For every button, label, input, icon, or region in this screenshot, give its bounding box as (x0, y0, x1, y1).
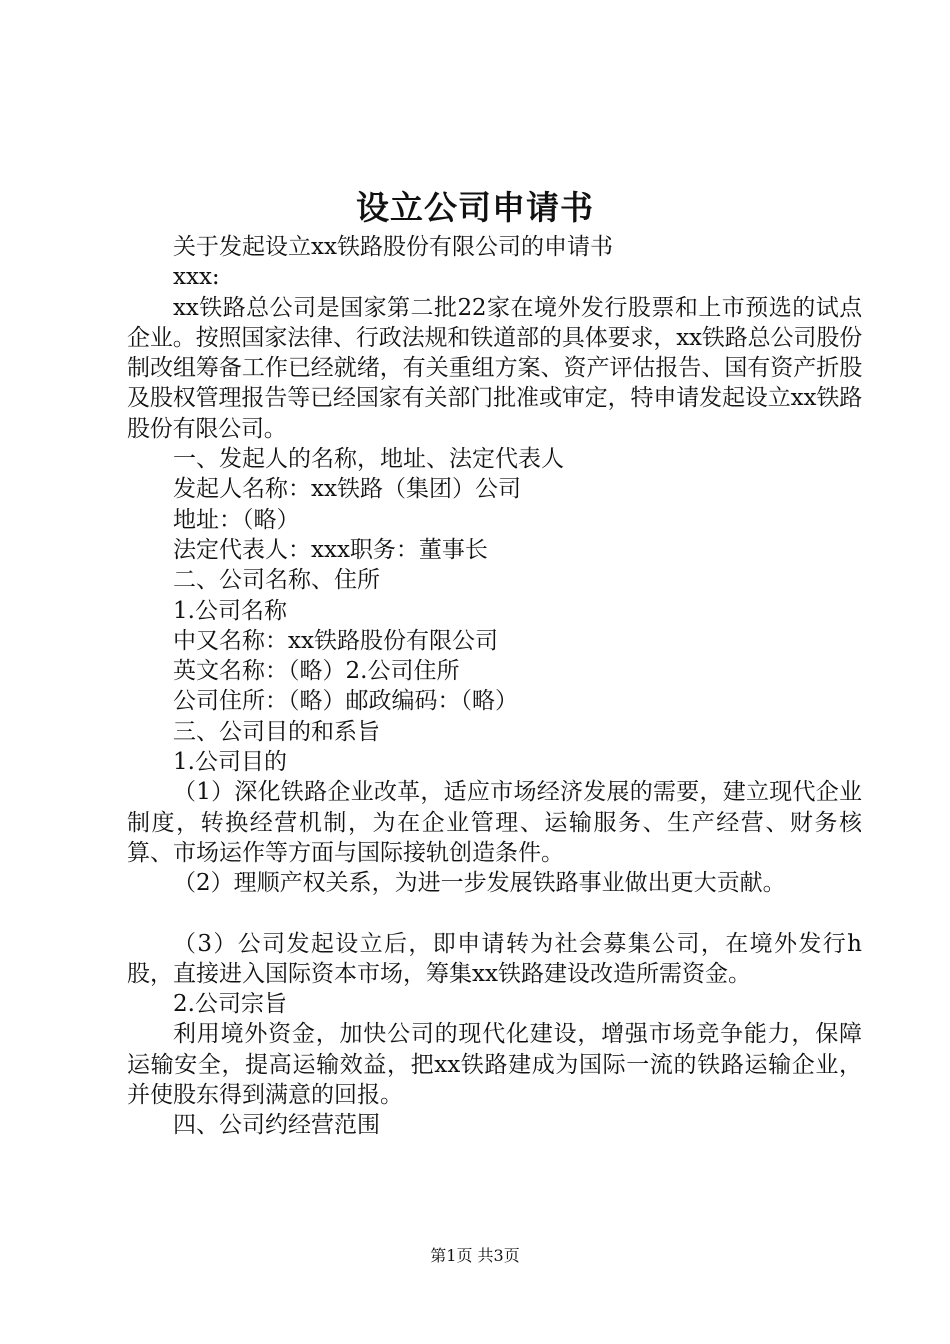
paragraph-purpose-1: （1）深化铁路企业改革，适应市场经济发展的需要，建立现代企业制度，转换经营机制，为在企业管理、运输服务、生产经营、财务核算、市场运作等方面与国际接轨创造条件。 (127, 779, 862, 866)
page-footer: 第1页 共3页 (430, 1246, 520, 1265)
paragraph-address: 地址：（略） (173, 506, 300, 533)
paragraph-purpose-2: （2）理顺产权关系，为进一步发展铁路事业做出更大贡献。 (173, 870, 786, 897)
document-title: 设立公司申请书 (356, 188, 594, 227)
paragraph-legal-rep: 法定代表人：xxx职务：董事长 (173, 536, 488, 563)
paragraph-company-residence: 公司住所：（略）邮政编码：（略） (173, 688, 518, 715)
heading-section-3: 三、公司目的和系旨 (173, 718, 380, 745)
heading-section-2: 二、公司名称、住所 (173, 567, 380, 594)
paragraph-tenet: 利用境外资金，加快公司的现代化建设，增强市场竞争能力，保障运输安全，提高运输效益，把xx铁路建成为国际一流的铁路运输企业，并使股东得到满意的回报。 (127, 1021, 862, 1109)
paragraph-chinese-name: 中又名称：xx铁路股份有限公司 (173, 627, 498, 654)
heading-company-name: 1.公司名称 (173, 597, 287, 624)
paragraph-subject: 关于发起设立xx铁路股份有限公司的申请书 (173, 234, 613, 260)
paragraph-purpose-3: （3）公司发起设立后，即申请转为社会募集公司，在境外发行h股，直接进入国际资本市场，筹集xx铁路建设改造所需资金。 (127, 930, 862, 987)
heading-section-1: 一、发起人的名称，地址、法定代表人 (173, 446, 564, 473)
heading-company-tenet: 2.公司宗旨 (173, 991, 287, 1018)
document-body (127, 232, 862, 1141)
paragraph-intro: xx铁路总公司是国家第二批22家在境外发行股票和上市预选的试点企业。按照国家法律、行政法规和铁道部的具体要求，xx铁路总公司股份制改组筹备工作已经就绪，有关重组方案、资产评估报告、国有资产折股及股权管理报告等已经国家有关部门批准或审定，特申请发起设立xx铁路股份有限公司。 (127, 294, 862, 442)
heading-company-purpose: 1.公司目的 (173, 749, 287, 776)
heading-section-4: 四、公司约经营范围 (173, 1112, 380, 1139)
paragraph-founder-name: 发起人名称：xx铁路（集团）公司 (173, 476, 521, 503)
paragraph-english-name: 英文名称：（略）2.公司住所 (173, 658, 460, 685)
paragraph-addressee: xxx: (173, 264, 220, 291)
